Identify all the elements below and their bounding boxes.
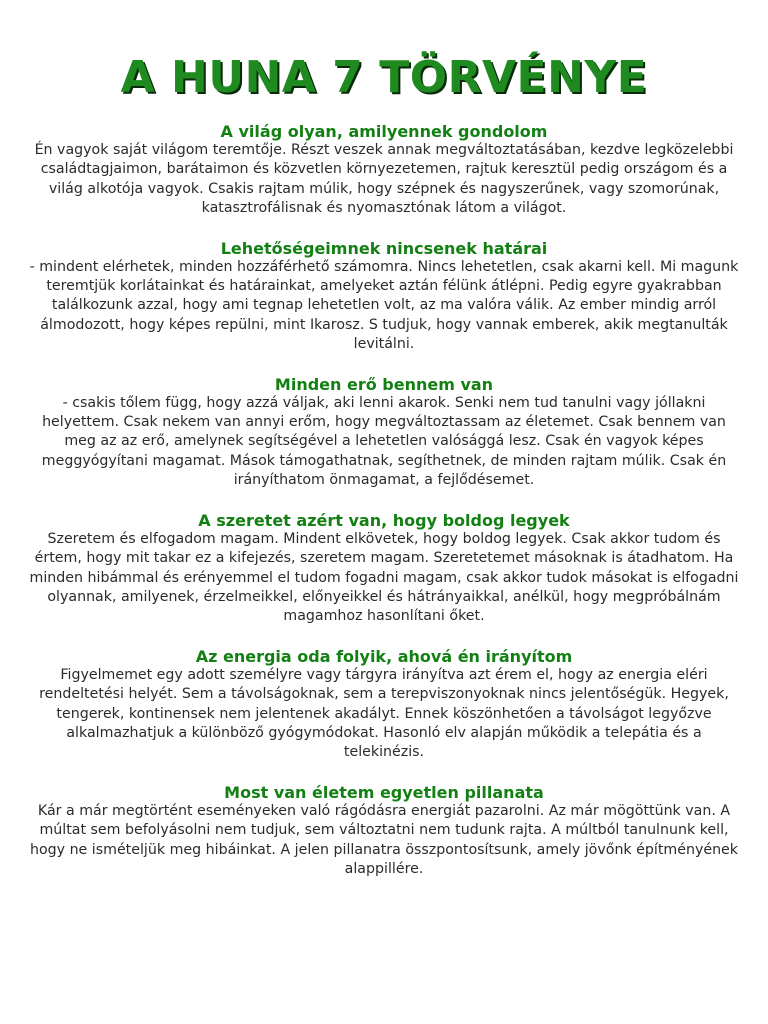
section-body: Én vagyok saját világom teremtője. Részt veszek annak megváltoztatásában, kezdve legközelebbi családtagjaimon, barátaimon és közvetlen környezetemen, rajtuk keresztül pedig országom és a világ alkotója vagyok. Csakis rajtam múlik, hogy szépnek és nagyszerűnek, vagy szomorúnak, katasztrofálisnak és nyomasztónak látom a világot.: [34, 142, 734, 217]
section-body: Szeretem és elfogadom magam. Mindent elkövetek, hogy boldog legyek. Csak akkor tudom és értem, hogy mit takar ez a kifejezés, szeretem magam. Szeretetemet másoknak is átadhatom. Ha minden hibámmal és erényemmel el tudom fogadni magam, csak akkor tudok másokat is elfogadni olyannak, amilyenek, érzelmeikkel, előnyeikkel és hátrányaikkal, anélkül, hogy megpróbálnám magamhoz hasonlítani őket.: [29, 530, 739, 625]
section-heading: Az energia oda folyik, ahová én irányítom: [195, 646, 573, 666]
section-heading: Minden erő bennem van: [274, 374, 494, 394]
section-4: [28, 511, 740, 627]
page-title: A HUNA 7 TÖRVÉNYE: [120, 52, 648, 103]
section-heading: Lehetőségeimnek nincsenek határai: [220, 238, 548, 258]
section-6: [28, 783, 740, 880]
section-body: Kár a már megtörtént eseményeken való rágódásra energiát pazarolni. Az már mögöttünk van. A múltat sem befolyásolni nem tudjuk, sem változtatni nem tudunk rajta. A múltból tanulnunk kell, hogy ne ismételjük meg hibáinkat. A jelen pillanatra összpontosítsunk, amely jövőnk építményének alappillére.: [29, 802, 739, 877]
section-body: - csakis tőlem függ, hogy azzá váljak, aki lenni akarok. Senki nem tud tanulni vagy jóllakni helyettem. Csak nekem van annyi erőm, hogy megváltoztassam az életemet. Csak bennem van meg az az erő, amelynek segítségével a lehetetlen valósággá lesz. Csak én vagyok képes meggyógyítani magamat. Mások támogathatnak, segíthetnek, de minden rajtam múlik. Csak én irányíthatom önmagamat, a fejlődésemet.: [41, 394, 727, 489]
section-heading: Most van életem egyetlen pillanata: [224, 782, 544, 802]
section-body: Figyelmemet egy adott személyre vagy tárgyra irányítva azt érem el, hogy az energia eléri rendeltetési helyét. Sem a távolságoknak, sem a terepviszonyoknak nincs jelentőségük. Hegyek, tengerek, kontinensek nem jelentenek akadályt. Ennek köszönhetően a távolságot legyőzve alkalmazhatjuk a különböző gyógymódokat. Hasonló elv alapján működik a telepátia és a telekinézis.: [39, 666, 729, 761]
section-2: [28, 239, 740, 355]
section-5: [28, 647, 740, 763]
section-heading: A szeretet azért van, hogy boldog legyek: [198, 510, 570, 530]
section-1: [28, 122, 740, 219]
section-3: [28, 375, 740, 491]
section-heading: A világ olyan, amilyennek gondolom: [220, 122, 548, 141]
section-body: - mindent elérhetek, minden hozzáférhető számomra. Nincs lehetetlen, csak akarni kell. Mi magunk teremtjük korlátainkat és határainkat, amelyeket aztán félünk átlépni. Pedig egyre gyakrabban találkozunk azzal, hogy ami tegnap lehetetlen volt, az ma valóra válik. Az ember mindig arról álmodozott, hogy képes repülni, mint Ikarosz. S tudjuk, hogy vannak emberek, akik megtanulták levitálni.: [29, 258, 739, 353]
sections-container: [28, 122, 740, 879]
